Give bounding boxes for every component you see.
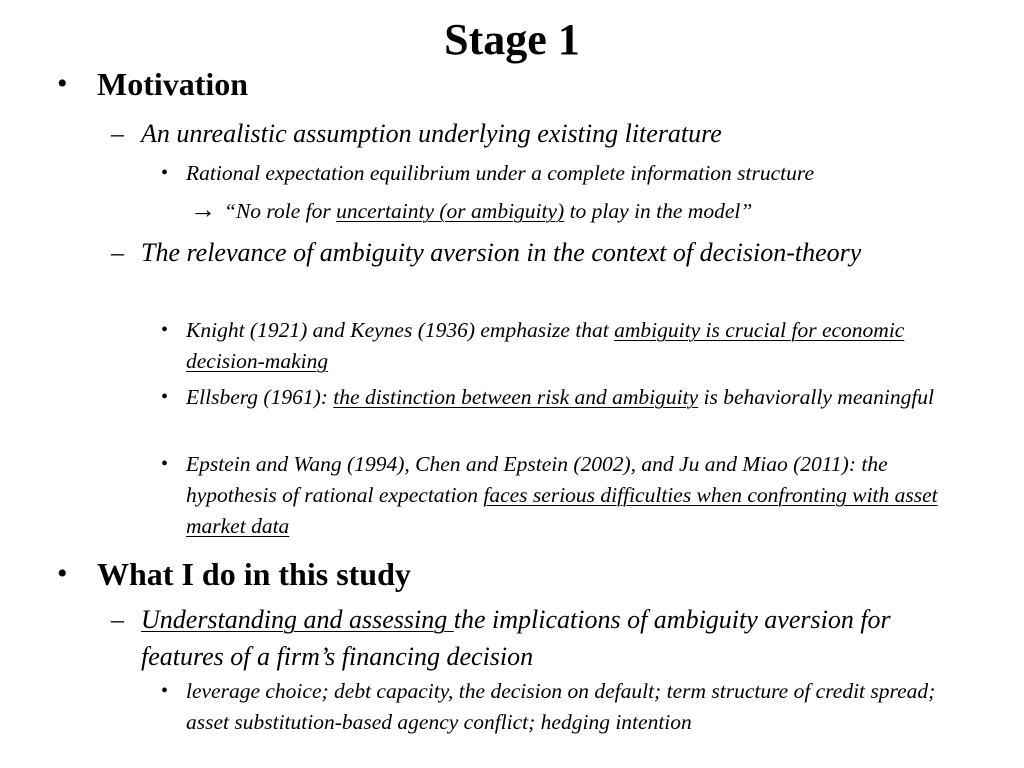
understanding-underlined: Understanding and assessing: [141, 605, 454, 634]
ellsberg-pre: Ellsberg (1961):: [186, 385, 334, 409]
bullet-knight-keynes: •: [161, 319, 169, 341]
dash-assumption: –: [111, 119, 124, 148]
bullet-rational-expectation: •: [161, 162, 169, 184]
bullet-ellsberg: •: [161, 386, 169, 408]
arrow-line-no-role: [190, 194, 752, 227]
item-knight-keynes: [186, 315, 956, 377]
item-rational-expectation: Rational expectation equilibrium under a complete information structure: [186, 161, 814, 185]
dash-relevance: –: [111, 238, 124, 267]
no-role-underlined: uncertainty (or ambiguity): [336, 199, 565, 223]
point-understanding: [141, 601, 971, 675]
slide-title: Stage 1: [444, 15, 580, 64]
knight-keynes-underlined: ambiguity is crucial for economic decision-making: [186, 318, 905, 373]
bullet-study: •: [57, 557, 68, 590]
item-ellsberg: [186, 382, 971, 413]
knight-keynes-pre: Knight (1921) and Keynes (1936) emphasize that: [186, 318, 615, 342]
bullet-leverage: •: [161, 680, 169, 702]
item-leverage-choice: leverage choice; debt capacity, the decision on default; term structure of credit spread; asset substitution-based agency conflict; hedging intention: [186, 679, 936, 734]
point-unrealistic-assumption: An unrealistic assumption underlying existing literature: [141, 119, 722, 148]
no-role-pre: “No role for: [224, 199, 337, 223]
epstein-underlined: faces serious difficulties when confronting with asset market data: [186, 483, 938, 538]
heading-study: What I do in this study: [97, 556, 411, 592]
dash-understanding: –: [111, 605, 124, 634]
epstein-pre: Epstein and Wang (1994), Chen and Epstein (2002), and Ju and Miao (2011): the hypothesis of rational expectation: [186, 452, 888, 507]
ellsberg-post: is behaviorally meaningful: [698, 385, 935, 409]
bullet-motivation: •: [57, 67, 68, 100]
item-epstein: [186, 449, 976, 542]
ellsberg-underlined: the distinction between risk and ambiguity: [333, 385, 699, 409]
no-role-post: to play in the model”: [564, 199, 753, 223]
point-relevance-ambiguity: The relevance of ambiguity aversion in the context of decision-theory: [141, 238, 862, 267]
bullet-epstein: •: [161, 453, 169, 475]
understanding-post: the implications of ambiguity aversion for features of a firm’s financing decision: [141, 605, 891, 671]
arrow-right-icon: →: [190, 195, 216, 224]
heading-motivation: Motivation: [97, 66, 249, 102]
